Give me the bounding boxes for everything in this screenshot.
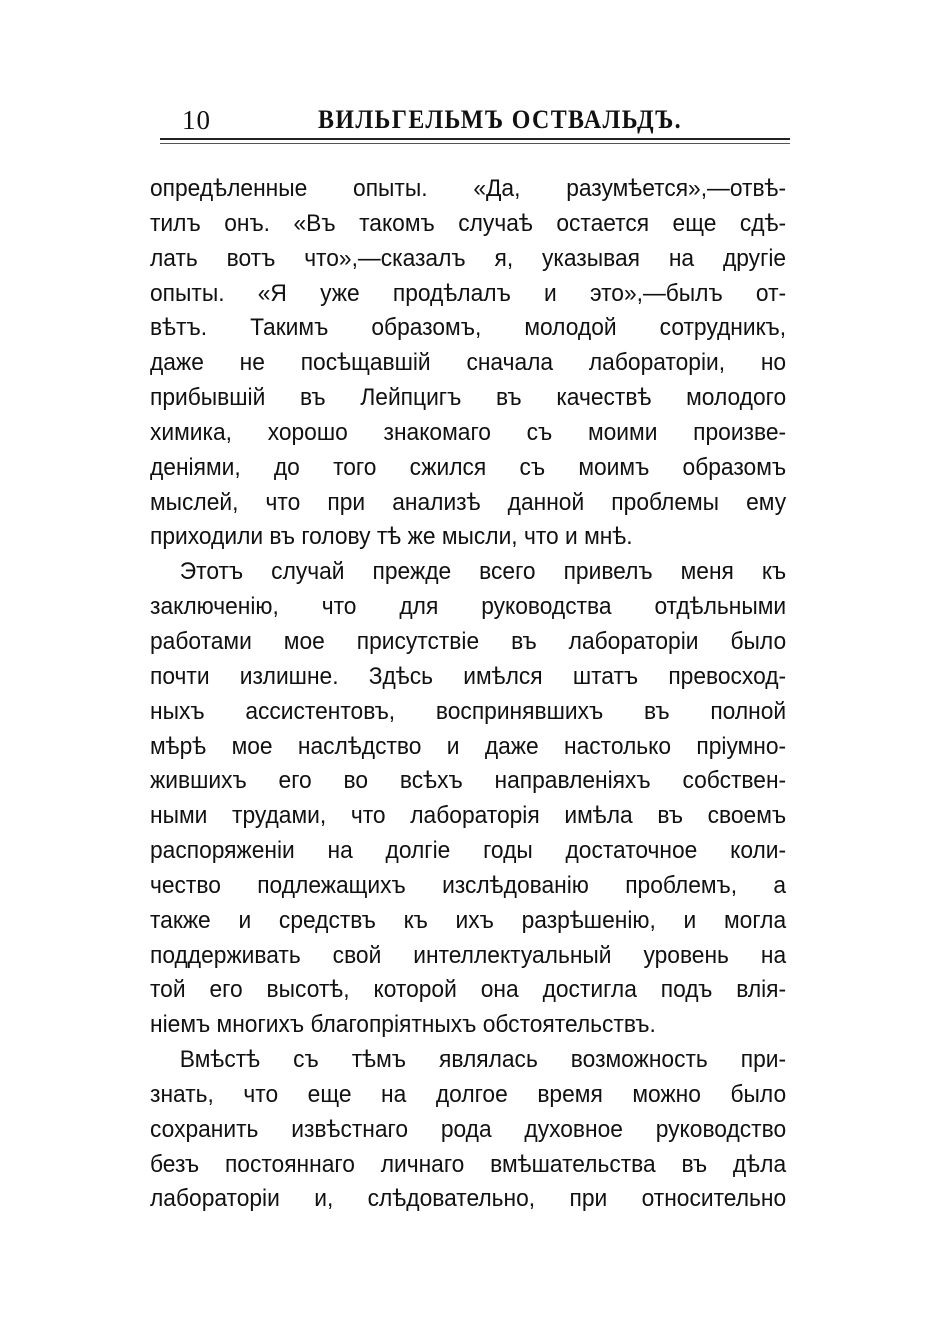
running-title: ВИЛЬГЕЛЬМЪ ОСТВАЛЬДЪ. [318, 105, 683, 134]
text-line: деніями, до того сжился съ моимъ образомъ [150, 453, 787, 481]
header-rule-thin [160, 143, 790, 144]
text-line: Этотъ случай прежде всего привелъ меня къ [179, 558, 787, 586]
text-line: ніемъ многихъ благопріятныхъ обстоятельствъ. [150, 1011, 656, 1039]
text-line: лать вотъ что»,—сказалъ я, указывая на другіе [150, 244, 787, 272]
text-line: опредѣленные опыты. «Да, разумѣется»,—отвѣ- [150, 175, 787, 202]
text-line: чество подлежащихъ изслѣдованію проблемъ, а [150, 871, 787, 899]
text-line: ными трудами, что лабораторія имѣла въ своемъ [150, 802, 787, 830]
text-line: также и средствъ къ ихъ разрѣшенію, и могла [150, 906, 787, 934]
text-line: приходили въ голову тѣ же мысли, что и мнѣ. [150, 523, 633, 551]
text-line: Вмѣстѣ съ тѣмъ являлась возможность при- [179, 1046, 787, 1074]
page-number: 10 [182, 105, 211, 135]
header-rule [160, 138, 790, 140]
text-line: мыслей, что при анализѣ данной проблемы ему [150, 488, 787, 516]
text-line: той его высотѣ, которой она достигла подъ влія- [150, 976, 787, 1004]
text-line: жившихъ его во всѣхъ направленіяхъ собствен- [150, 767, 787, 795]
text-line: почти излишне. Здѣсь имѣлся штатъ превосход- [150, 662, 787, 690]
text-line: даже не посѣщавшій сначала лабораторіи, но [150, 349, 787, 377]
text-line: прибывшій въ Лейпцигъ въ качествѣ молодого [150, 384, 787, 412]
running-head [160, 100, 790, 140]
body-text [150, 172, 786, 1217]
text-line: ныхъ ассистентовъ, воспринявшихъ въ полной [150, 697, 787, 725]
text-line: знать, что еще на долгое время можно было [150, 1080, 787, 1108]
text-line: поддерживать свой интеллектуальный уровень на [150, 941, 787, 969]
text-line: опыты. «Я уже продѣлалъ и это»,—былъ от- [150, 279, 787, 307]
text-line: лабораторіи и, слѣдовательно, при относительно [150, 1185, 787, 1213]
text-line: вѣтъ. Такимъ образомъ, молодой сотрудникъ, [150, 314, 787, 342]
text-line: сохранить извѣстнаго рода духовное руководство [150, 1115, 787, 1143]
text-line: заключенію, что для руководства отдѣльными [150, 593, 787, 621]
text-line: тилъ онъ. «Въ такомъ случаѣ остается еще сдѣ- [150, 209, 787, 237]
text-line: безъ постояннаго личнаго вмѣшательства въ дѣла [150, 1150, 787, 1178]
text-line: работами мое присутствіе въ лабораторіи было [150, 627, 787, 655]
text-line: мѣрѣ мое наслѣдство и даже настолько пріумно- [150, 732, 787, 760]
text-line: распоряженіи на долгіе годы достаточное коли- [150, 837, 787, 865]
text-line: химика, хорошо знакомаго съ моими произве- [150, 418, 787, 446]
